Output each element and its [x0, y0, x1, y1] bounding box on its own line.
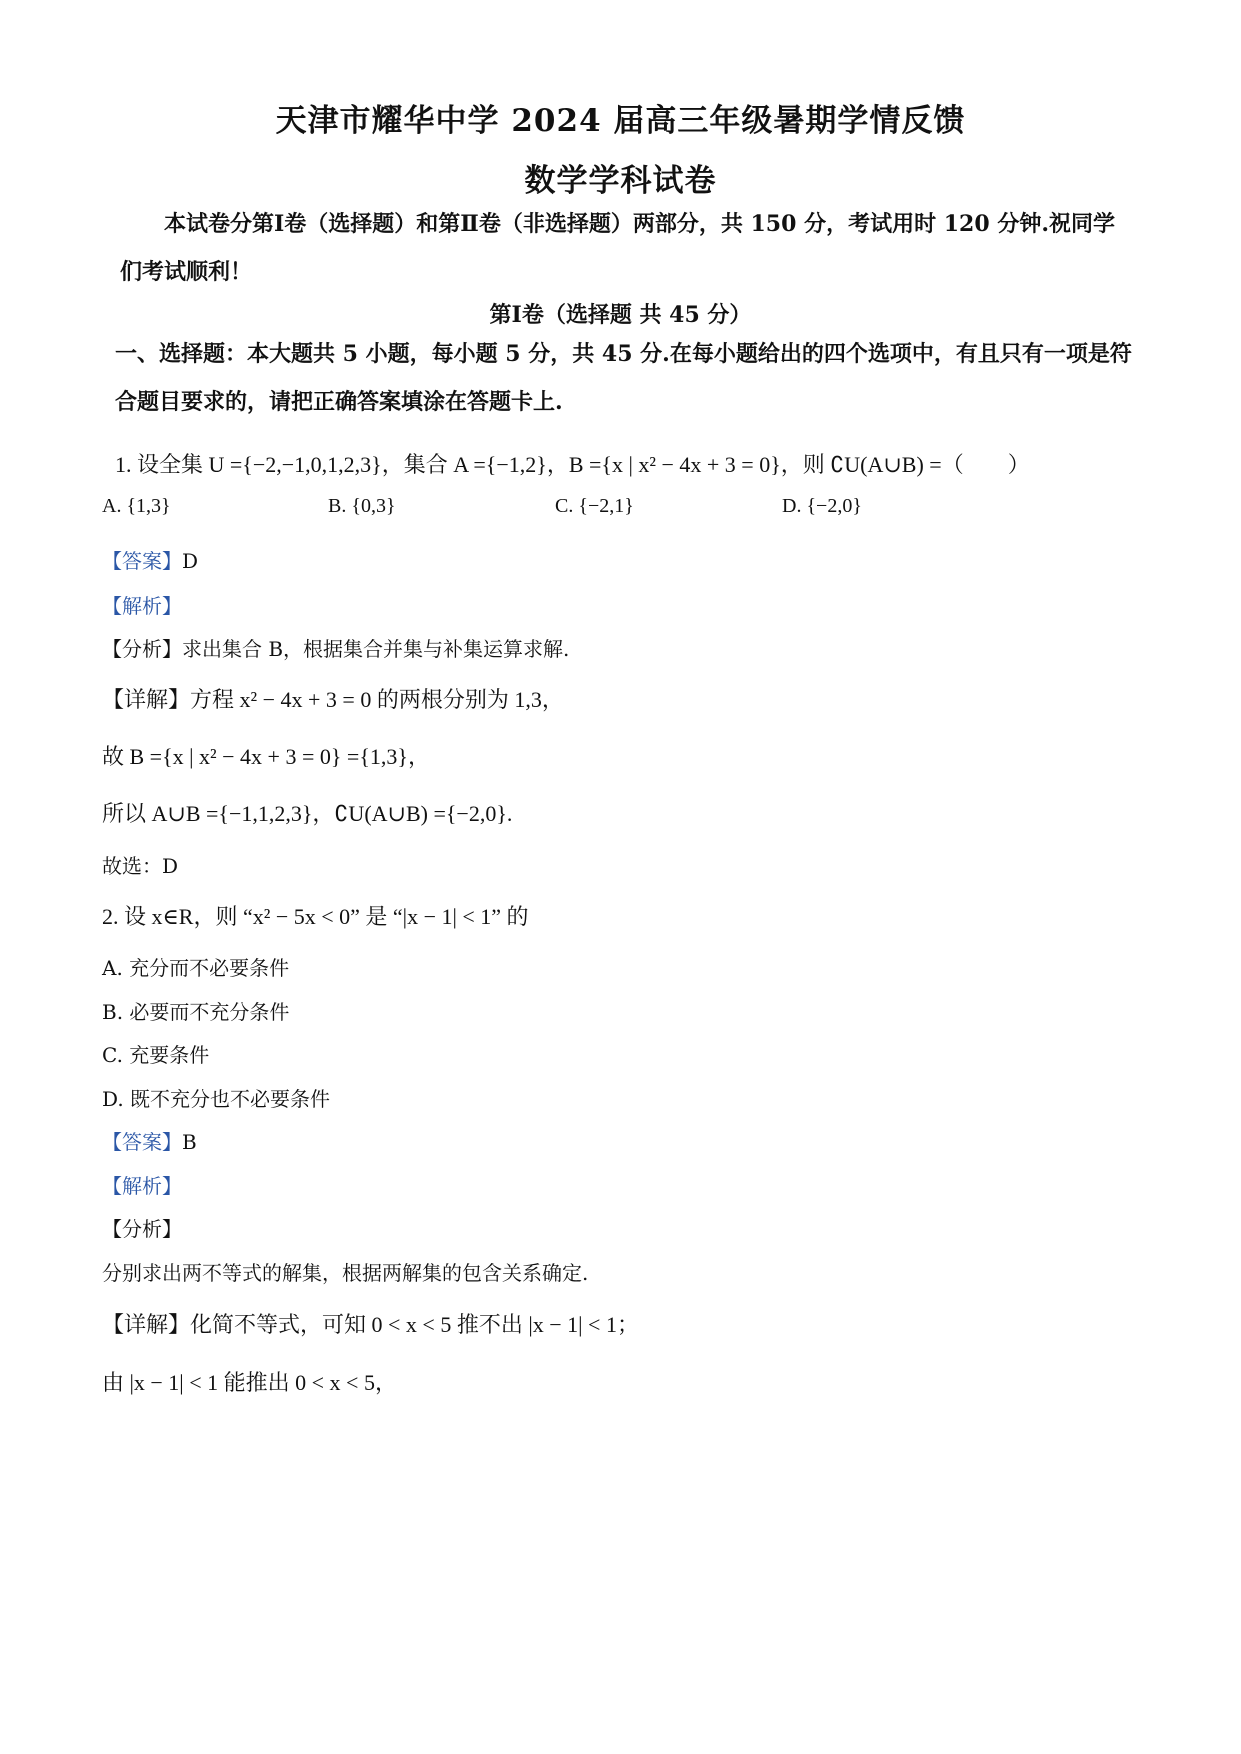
q2-fenxi-label: 【分析】 — [102, 1217, 182, 1241]
exam-title: 天津市耀华中学 2024 届高三年级暑期学情反馈 — [275, 103, 966, 139]
q1-detail-1: 【详解】方程 x² − 4x + 3 = 0 的两根分别为 1,3， — [102, 687, 564, 712]
q1-option-c: C. {−2,1} — [555, 495, 634, 517]
q2-analysis-tag: 【解析】 — [102, 1174, 182, 1198]
answer-value: D — [182, 549, 199, 573]
q1-detail-2: 故 B ={x | x² − 4x + 3 = 0} ={1,3}， — [102, 744, 430, 769]
section-title: 第Ⅰ卷（选择题 共 45 分） — [489, 302, 752, 328]
q2-option-d: D. 既不充分也不必要条件 — [102, 1087, 331, 1111]
q2-detail-2: 由 |x − 1| < 1 能推出 0 < x < 5， — [102, 1370, 397, 1395]
q1-option-b: B. {0,3} — [328, 495, 396, 517]
q1-choose: 故选：D — [102, 854, 179, 878]
answer-tag: 【答案】 — [102, 549, 182, 573]
q2-answer — [102, 1126, 197, 1155]
exam-intro: 本试卷分第Ⅰ卷（选择题）和第Ⅱ卷（非选择题）两部分，共 150 分，考试用时 120 分钟.祝同学们考试顺利！ — [120, 211, 1115, 285]
q2-option-a: A. 充分而不必要条件 — [102, 956, 290, 980]
q2-fenxi-text: 分别求出两不等式的解集，根据两解集的包含关系确定. — [102, 1261, 589, 1285]
q1-stem: 1. 设全集 U ={−2,−1,0,1,2,3}，集合 A ={−1,2}，B ={x | x² − 4x + 3 = 0}，则 ∁U(A∪B) =（ ） — [115, 452, 1030, 477]
q2-option-c: C. 充要条件 — [102, 1043, 210, 1067]
q2-detail-1: 【详解】化简不等式，可知 0 < x < 5 推不出 |x − 1| < 1； — [102, 1312, 639, 1337]
section-instruction: 一、选择题：本大题共 5 小题，每小题 5 分，共 45 分.在每小题给出的四个选项中，有且只有一项是符合题目要求的，请把正确答案填涂在答题卡上. — [115, 341, 1132, 415]
q1-detail-3: 所以 A∪B ={−1,1,2,3}，∁U(A∪B) ={−2,0}. — [102, 801, 513, 826]
exam-subtitle: 数学学科试卷 — [524, 163, 717, 199]
q2-stem: 2. 设 x∈R，则 “x² − 5x < 0” 是 “|x − 1| < 1” 的 — [102, 904, 529, 929]
q1-fenxi: 【分析】求出集合 B，根据集合并集与补集运算求解. — [102, 637, 570, 661]
q2-option-b: B. 必要而不充分条件 — [102, 1000, 290, 1024]
answer-value: B — [182, 1130, 197, 1154]
answer-tag: 【答案】 — [102, 1130, 182, 1154]
q1-option-d: D. {−2,0} — [782, 495, 862, 517]
q1-analysis-tag: 【解析】 — [102, 594, 182, 618]
q1-answer — [102, 545, 198, 574]
q1-option-a: A. {1,3} — [102, 495, 171, 517]
